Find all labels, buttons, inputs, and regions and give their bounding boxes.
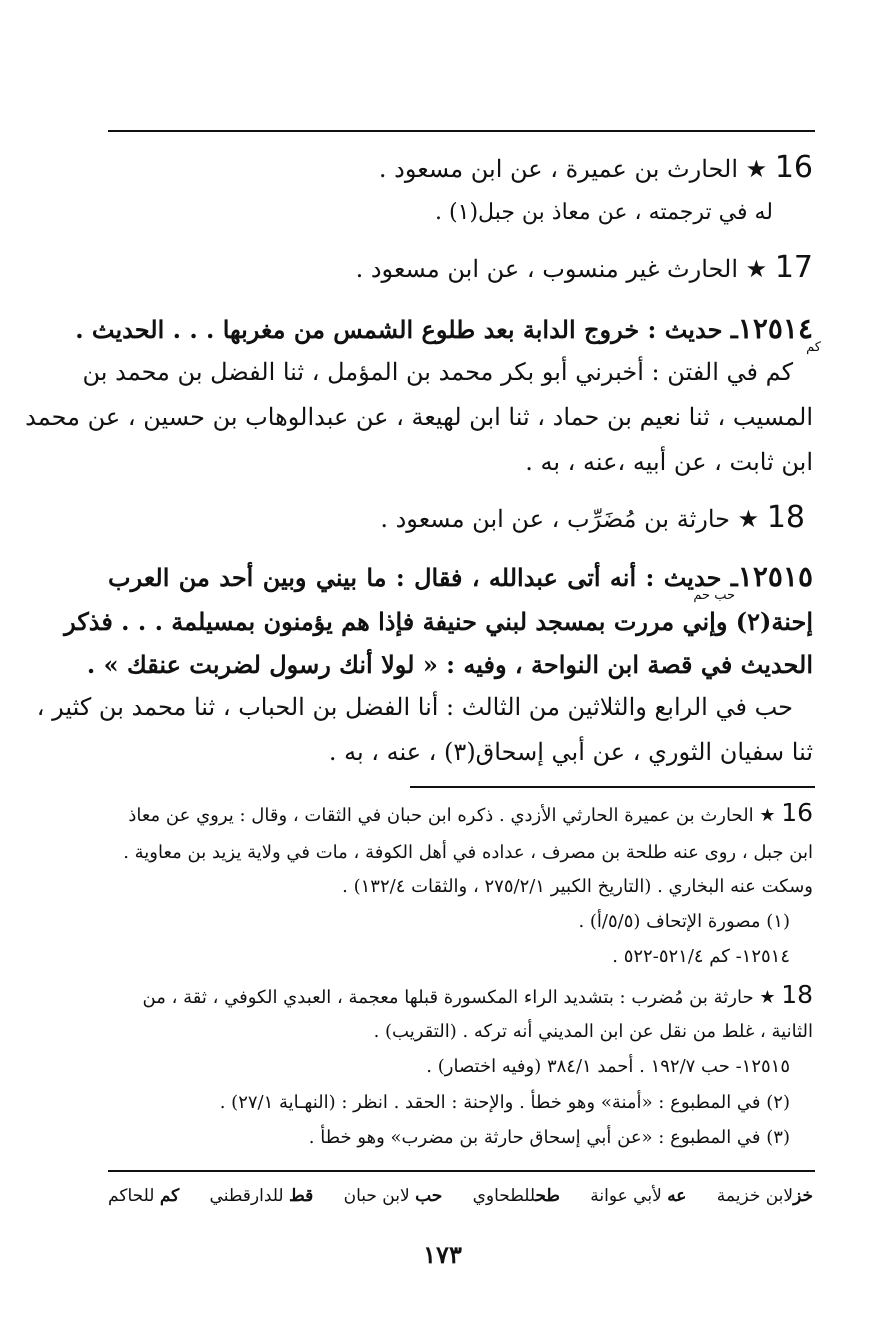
source-tag: كم <box>806 340 821 355</box>
entry-16 <box>108 150 813 185</box>
star-icon: ★ <box>737 505 760 533</box>
hadith-title: ـ حديث : أنه أتى عبدالله ، فقال : ما بيني وبين أحد من العرب <box>108 563 738 592</box>
footnote-number: 16 <box>781 798 813 827</box>
entry-number: 17 <box>774 250 813 285</box>
footnote-number: 18 <box>781 980 813 1009</box>
page-number: ١٧٣ <box>423 1240 462 1269</box>
hadith-number: ١٢٥١٥ <box>737 560 813 593</box>
footnote-separator <box>410 786 815 788</box>
legend-item: خزلابن خزيمة <box>716 1186 813 1206</box>
hadith-12515-line-3: حب في الرابع والثلاثين من الثالث : أنا الفضل بن الحباب ، ثنا محمد بن كثير ، <box>36 693 793 721</box>
footnote-text: الحارث بن عميرة الحارثي الأزدي . ذكره ابن حبان في الثقات ، وقال : يروي عن معاذ <box>128 805 754 826</box>
footnote-text: حارثة بن مُضرب : بتشديد الراء المكسورة قبلها معجمة ، العبدي الكوفي ، ثقة ، من <box>142 987 754 1008</box>
entry-number: 18 <box>766 500 805 535</box>
footnote-16-line-2: ابن جبل ، روى عنه طلحة بن مصرف ، عداده في أهل الكوفة ، مات في ولاية يزيد بن معاوية . <box>123 842 813 863</box>
hadith-number: ١٢٥١٤ <box>737 312 813 345</box>
legend-item: طحللطحاوي <box>472 1186 560 1206</box>
footnote-2: (٢) في المطبوع : «أمنة» وهو خطأ . والإحنة : الحقد . انظر : (النهـاية ٢٧/١) . <box>219 1092 790 1113</box>
footnote-16-line-1 <box>108 798 813 827</box>
footnote-12515: ١٢٥١٥- حب ١٩٢/٧ . أحمد ٣٨٤/١ (وفيه اختصار) . <box>426 1056 790 1077</box>
footnote-18-line-2: الثانية ، غلط من نقل عن ابن المديني أنه تركه . (التقريب) . <box>373 1021 813 1042</box>
footer-rule <box>108 1170 815 1172</box>
legend-item: حب لابن حبان <box>343 1186 443 1206</box>
hadith-12514-line-1: كم في الفتن : أخبرني أبو بكر محمد بن المؤمل ، ثنا الفضل بن محمد بن <box>82 358 793 386</box>
star-icon: ★ <box>759 805 776 826</box>
legend-item: عه لأبي عوانة <box>590 1186 687 1206</box>
footnote-18-line-1 <box>108 980 813 1009</box>
hadith-12515-line-4: ثنا سفيان الثوري ، عن أبي إسحاق(٣) ، عنه ، به . <box>328 738 813 766</box>
hadith-title: ـ حديث : خروج الدابة بعد طلوع الشمس من مغربها . . . الحديث . <box>75 315 738 344</box>
header-rule <box>108 130 815 132</box>
entry-number: 16 <box>774 150 813 185</box>
hadith-12514-line-3: ابن ثابت ، عن أبيه ،عنه ، به . <box>525 448 813 476</box>
footnote-1: (١) مصورة الإتحاف (٥/٥/أ) . <box>578 911 790 932</box>
entry-17 <box>108 250 813 285</box>
entry-text: حارثة بن مُضَرِّب ، عن ابن مسعود . <box>380 505 731 533</box>
source-tag: حب حم <box>693 588 735 603</box>
star-icon: ★ <box>745 155 768 183</box>
entry-18 <box>108 500 805 535</box>
legend-item: قط للدارقطني <box>209 1186 314 1206</box>
entry-16-note: له في ترجمته ، عن معاذ بن جبل(١) . <box>435 200 773 225</box>
hadith-12515-line-1: إحنة(٢) وإني مررت بمسجد لبني حنيفة فإذا هم يؤمنون بمسيلمة . . . فذكر <box>64 607 813 636</box>
hadith-12515-line-2: الحديث في قصة ابن النواحة ، وفيه : « لولا أنك رسول لضربت عنقك » . <box>86 650 813 679</box>
entry-text: الحارث غير منسوب ، عن ابن مسعود . <box>355 255 739 283</box>
footnote-16-line-3: وسكت عنه البخاري . (التاريخ الكبير ٢٧٥/٢/١ ، والثقات ١٣٢/٤) . <box>342 876 813 897</box>
hadith-12514-line-2: المسيب ، ثنا نعيم بن حماد ، ثنا ابن لهيعة ، عن عبدالوهاب بن حسين ، عن محمد <box>25 403 813 431</box>
abbreviation-legend <box>108 1186 813 1206</box>
star-icon: ★ <box>745 255 768 283</box>
star-icon: ★ <box>759 987 776 1008</box>
footnote-12514: ١٢٥١٤- كم ٥٢١/٤-٥٢٢ . <box>612 946 790 967</box>
hadith-12514-title <box>75 312 813 345</box>
entry-text: الحارث بن عميرة ، عن ابن مسعود . <box>378 155 739 183</box>
legend-item: كم للحاكم <box>108 1186 180 1206</box>
footnote-3: (٣) في المطبوع : «عن أبي إسحاق حارثة بن مضرب» وهو خطأ . <box>308 1127 790 1148</box>
